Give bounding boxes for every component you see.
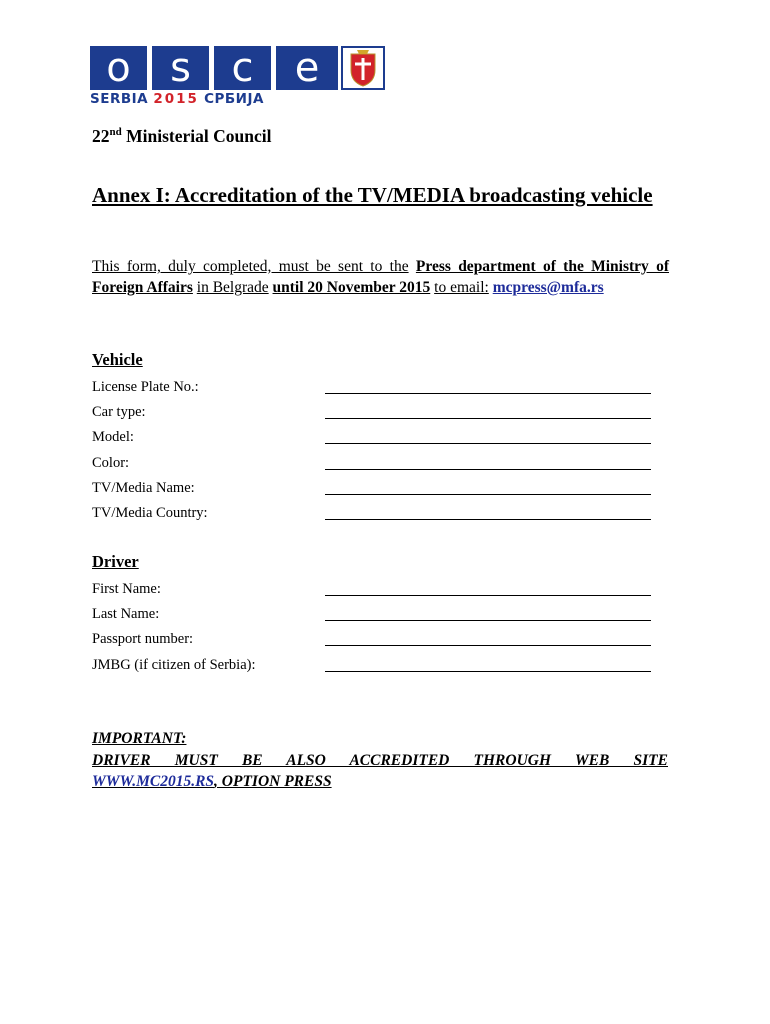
option-press-text: , OPTION PRESS <box>214 773 332 790</box>
logo-subtitle-cyrillic: СРБИЈА <box>204 91 264 107</box>
media-country-label: TV/Media Country: <box>92 505 208 521</box>
color-label: Color: <box>92 455 130 471</box>
vehicle-heading: Vehicle <box>92 350 143 369</box>
driver-heading: Driver <box>92 552 139 571</box>
model-label: Model: <box>92 429 134 445</box>
important-heading: IMPORTANT: <box>92 730 187 747</box>
intro-paragraph <box>92 257 669 298</box>
logo-letter-s: s <box>152 46 209 90</box>
first-name-label: First Name: <box>92 581 161 597</box>
vehicle-model-row <box>92 429 652 451</box>
logo-letter-o: o <box>90 46 147 90</box>
website-link[interactable]: WWW.MC2015.RS <box>92 773 215 790</box>
model-field[interactable] <box>325 443 651 444</box>
serbian-coat-of-arms-icon <box>341 46 385 90</box>
passport-field[interactable] <box>325 645 651 646</box>
license-plate-label: License Plate No.: <box>92 379 199 395</box>
email-link[interactable]: mcpress@mfa.rs <box>492 278 604 296</box>
intro-text-3: to email: <box>434 278 489 296</box>
vehicle-media-country-row <box>92 505 652 527</box>
driver-last-name-row <box>92 606 652 628</box>
important-link-line <box>92 771 668 793</box>
council-title: Ministerial Council <box>126 126 272 146</box>
osce-logo <box>90 45 320 108</box>
logo-year: 2015 <box>153 91 199 107</box>
vehicle-media-name-row <box>92 480 652 502</box>
media-name-field[interactable] <box>325 494 651 495</box>
council-ordinal-suffix: nd <box>109 126 122 139</box>
jmbg-label: JMBG (if citizen of Serbia): <box>92 657 256 673</box>
driver-jmbg-row <box>92 657 652 679</box>
intro-text-1: This form, duly completed, must be sent to the <box>92 258 409 275</box>
logo-subtitle-latin: SERBIA <box>90 91 149 107</box>
media-country-field[interactable] <box>325 519 651 520</box>
driver-passport-row <box>92 631 652 653</box>
media-name-label: TV/Media Name: <box>92 480 195 496</box>
license-plate-field[interactable] <box>325 393 651 394</box>
color-field[interactable] <box>325 469 651 470</box>
car-type-field[interactable] <box>325 418 651 419</box>
vehicle-color-row <box>92 455 652 477</box>
important-note <box>92 728 668 793</box>
passport-label: Passport number: <box>92 631 194 647</box>
car-type-label: Car type: <box>92 404 146 420</box>
driver-first-name-row <box>92 581 652 603</box>
council-heading <box>92 126 271 147</box>
council-ordinal: 22 <box>92 126 110 146</box>
logo-letter-c: c <box>214 46 271 90</box>
jmbg-field[interactable] <box>325 671 651 672</box>
last-name-label: Last Name: <box>92 606 160 622</box>
intro-text-2: in Belgrade <box>196 278 269 296</box>
first-name-field[interactable] <box>325 595 651 596</box>
last-name-field[interactable] <box>325 620 651 621</box>
vehicle-car-type-row <box>92 404 652 426</box>
logo-letter-e: e <box>276 46 338 90</box>
important-text: DRIVER MUST BE ALSO ACCREDITED THROUGH WEB SITE <box>92 751 668 769</box>
intro-press-department: Press department of the Ministry of Foreign Affairs <box>92 258 669 296</box>
logo-subtitle <box>90 91 264 107</box>
vehicle-license-plate-row <box>92 379 652 401</box>
intro-deadline: until 20 November 2015 <box>272 278 431 296</box>
annex-title: Annex I: Accreditation of the TV/MEDIA broadcasting vehicle <box>92 183 653 207</box>
